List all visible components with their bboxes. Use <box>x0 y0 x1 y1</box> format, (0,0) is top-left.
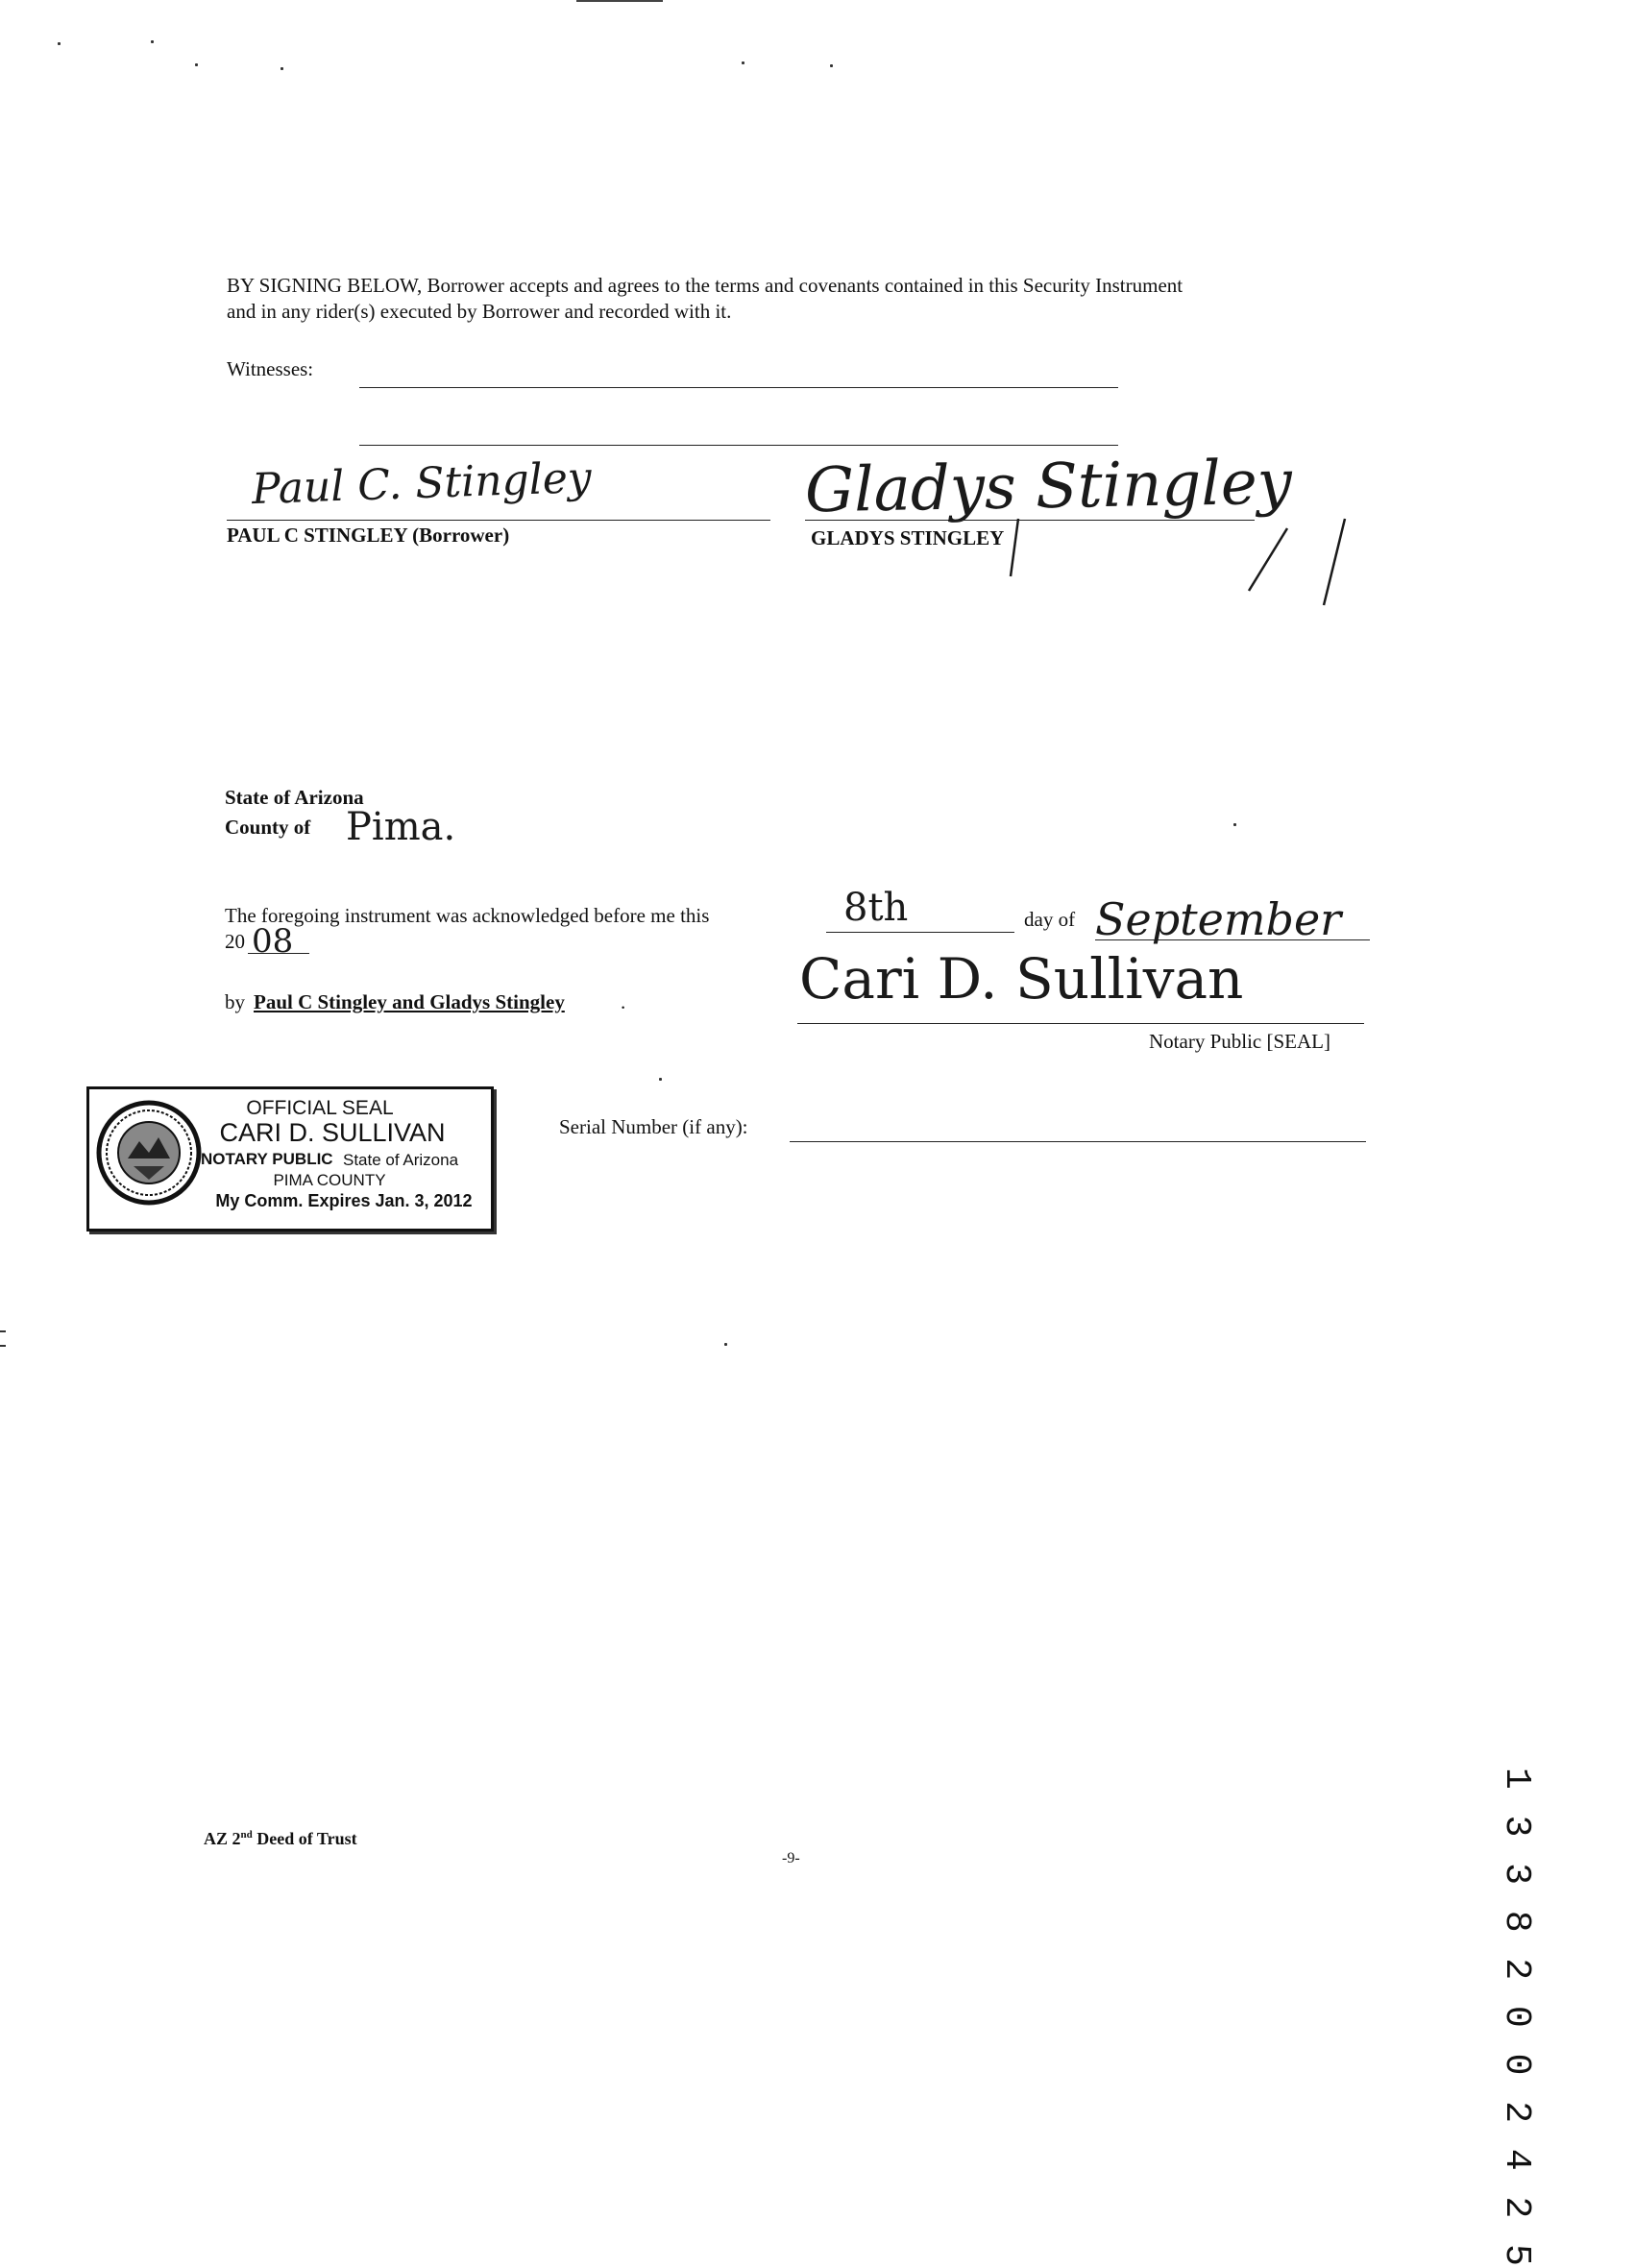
county-label: County of <box>225 816 311 839</box>
borrower-signature <box>251 453 592 514</box>
scan-left-mark <box>0 1330 6 1332</box>
year-handwritten-value: 08 <box>252 922 294 961</box>
recording-stamp-text: 1 3 3 8 2 0 0 2 4 2 5 <box>1496 1768 1537 2268</box>
serial-number-label: Serial Number (if any): <box>559 1115 748 1138</box>
month-handwritten-value: September <box>1095 893 1342 945</box>
scan-top-mark <box>576 0 663 2</box>
scan-speck <box>1233 823 1236 826</box>
borrower-name-label: PAUL C STINGLEY (Borrower) <box>227 524 510 547</box>
scan-speck <box>659 1078 662 1081</box>
witness-line-2[interactable] <box>359 445 1118 446</box>
day-handwritten-value: 8th <box>843 886 909 930</box>
notary-signature-line[interactable] <box>797 1023 1364 1024</box>
serial-number-line[interactable] <box>790 1141 1366 1142</box>
seal-line-name: CARI D. SULLIVAN <box>219 1118 446 1147</box>
form-name <box>204 1830 357 1847</box>
borrower-signature-line[interactable] <box>227 520 770 521</box>
day-of-label: day of <box>1024 908 1076 931</box>
state-seal-emblem <box>95 1099 203 1207</box>
intro-line-1: BY SIGNING BELOW, Borrower accepts and agrees to the terms and covenants contained in this Security Instrument <box>227 274 1184 297</box>
year-prefix: 20 <box>225 930 245 953</box>
day-line[interactable] <box>826 932 1014 933</box>
seal-line-notary: NOTARY PUBLIC <box>201 1150 333 1168</box>
scan-speck <box>742 61 744 64</box>
official-seal <box>86 1086 494 1232</box>
by-label: by <box>225 990 245 1013</box>
seal-line-county: PIMA COUNTY <box>273 1171 386 1189</box>
recording-stamp <box>1479 1768 1537 2268</box>
form-name-suffix: Deed of Trust <box>252 1829 357 1848</box>
co-signer-signature-text: Gladys Stingley <box>804 447 1293 527</box>
scan-left-mark <box>0 1345 6 1347</box>
notary-signature-text: Cari D. Sullivan <box>799 946 1244 1012</box>
page-number: -9- <box>782 1850 800 1866</box>
scan-speck <box>830 64 833 67</box>
witness-line-1[interactable] <box>359 387 1118 388</box>
notary-signature <box>799 946 1243 1012</box>
notary-public-label: Notary Public [SEAL] <box>1149 1030 1330 1053</box>
signature-flourish <box>999 500 1364 615</box>
scan-speck <box>724 1343 727 1346</box>
scan-speck <box>151 40 154 43</box>
scan-speck <box>195 63 198 66</box>
intro-line-2: and in any rider(s) executed by Borrower and recorded with it. <box>227 300 732 323</box>
by-period: . <box>621 990 626 1013</box>
seal-line-official: OFFICIAL SEAL <box>246 1097 394 1119</box>
co-signer-name-label: GLADYS STINGLEY <box>811 526 1005 549</box>
scan-speck <box>281 67 283 70</box>
borrower-signature-text: Paul C. Stingley <box>251 452 593 515</box>
form-name-sup: nd <box>240 1829 253 1841</box>
seal-line-state: State of Arizona <box>343 1151 459 1169</box>
state-label: State of Arizona <box>225 786 364 809</box>
county-handwritten-value: Pima. <box>346 805 456 849</box>
form-name-prefix: AZ 2 <box>204 1829 241 1848</box>
seal-line-expires: My Comm. Expires Jan. 3, 2012 <box>215 1191 473 1210</box>
witnesses-label: Witnesses: <box>227 357 314 380</box>
acknowledged-text: The foregoing instrument was acknowledged before me this <box>225 904 710 927</box>
scan-speck <box>58 42 61 45</box>
by-names: Paul C Stingley and Gladys Stingley <box>254 990 565 1013</box>
